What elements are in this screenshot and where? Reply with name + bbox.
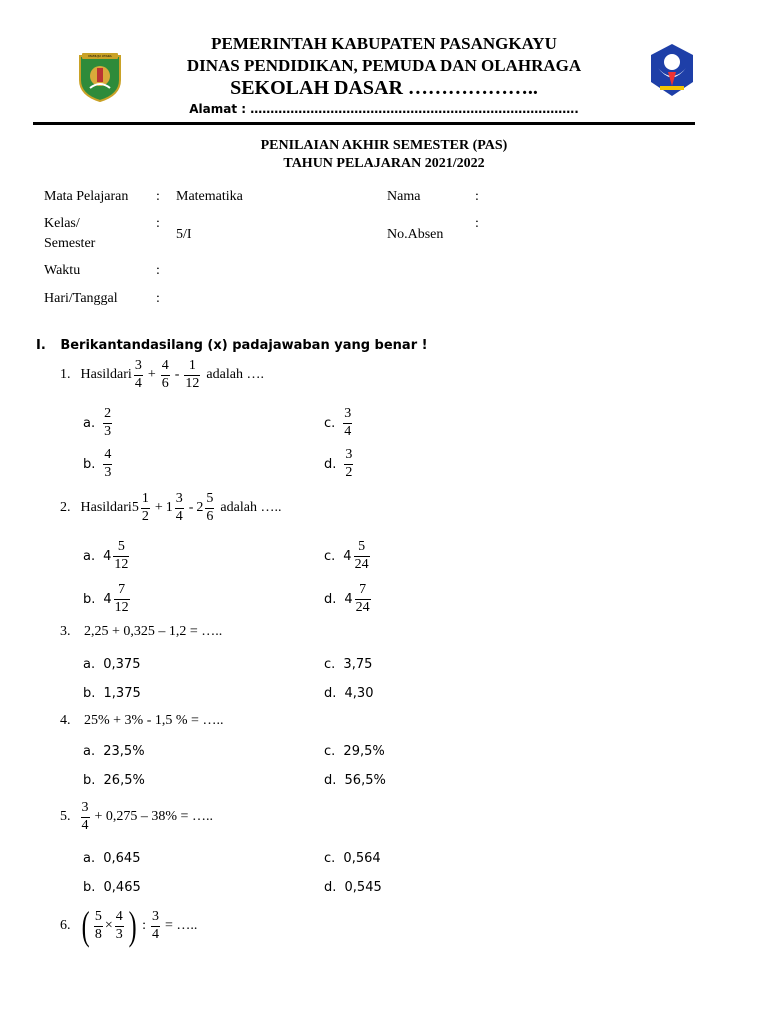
q3-a-value: 0,375 <box>103 657 141 672</box>
q1-op2: - <box>174 367 180 382</box>
q1-f1-num: 3 <box>134 358 142 374</box>
q6-op1: × <box>104 918 113 933</box>
q1-fraction-3 <box>184 358 200 391</box>
q6-post: = ….. <box>164 918 198 933</box>
q6-f3-num: 3 <box>151 909 159 925</box>
q1-f3-den: 12 <box>185 375 200 391</box>
q2-d-label: d. <box>324 591 337 607</box>
q1-d-den: 2 <box>345 464 353 480</box>
q1-option-b[interactable] <box>83 445 114 483</box>
q3-option-b[interactable] <box>83 686 141 701</box>
q1-c-num: 3 <box>344 406 352 422</box>
mapel-value: Matematika <box>176 189 243 204</box>
q2-c-den: 24 <box>354 556 369 572</box>
q1-b-label: b. <box>83 456 96 472</box>
q3-d-label: d. <box>324 686 337 701</box>
q2-fraction-1 <box>141 491 150 524</box>
q2-fraction-2 <box>175 491 184 524</box>
q2-b-num: 7 <box>118 582 126 598</box>
q6-number: 6. <box>60 918 71 933</box>
q6-f2-num: 4 <box>115 909 123 925</box>
q1-d-label: d. <box>324 456 337 472</box>
question-4 <box>60 713 223 729</box>
q2-a-den: 12 <box>114 556 129 572</box>
q2-pre: Hasildari <box>80 500 132 515</box>
q2-f2-den: 4 <box>175 508 183 524</box>
q1-pre: Hasildari <box>80 367 132 382</box>
q2-c-num: 5 <box>358 539 366 555</box>
exam-year: TAHUN PELAJARAN 2021/2022 <box>283 156 485 171</box>
q1-d-fraction <box>344 447 353 480</box>
q5-option-d[interactable] <box>324 880 382 895</box>
q5-b-label: b. <box>83 880 96 895</box>
question-5 <box>60 797 213 837</box>
q6-left-paren: ( <box>81 903 90 948</box>
q2-f3-den: 6 <box>206 508 214 524</box>
waktu-colon: : <box>156 263 160 278</box>
exam-title: PENILAIAN AKHIR SEMESTER (PAS) <box>260 138 508 153</box>
q5-text: + 0,275 – 38% = ….. <box>94 809 213 824</box>
q5-c-label: c. <box>324 851 336 866</box>
q3-number: 3. <box>60 624 71 639</box>
q4-d-value: 56,5% <box>344 773 386 788</box>
waktu-label: Waktu <box>44 263 81 278</box>
q5-c-value: 0,564 <box>343 851 381 866</box>
q2-c-fraction <box>354 539 370 572</box>
q6-f1-num: 5 <box>94 909 102 925</box>
q5-option-a[interactable] <box>83 851 140 866</box>
kelas-label-2: Semester <box>44 236 96 251</box>
q2-option-c[interactable] <box>324 536 372 576</box>
q6-fraction-1 <box>94 909 103 942</box>
q2-option-d[interactable] <box>324 579 373 619</box>
q2-op1: + <box>154 500 163 515</box>
q2-c-label: c. <box>324 548 336 564</box>
q3-text: 2,25 + 0,325 – 1,2 = ….. <box>84 624 223 639</box>
q5-option-c[interactable] <box>324 851 381 866</box>
question-2 <box>60 488 281 528</box>
q4-option-c[interactable] <box>324 744 385 759</box>
q5-num: 3 <box>81 800 89 816</box>
q1-a-den: 3 <box>104 423 112 439</box>
q1-fraction-1 <box>134 358 143 391</box>
q3-b-label: b. <box>83 686 96 701</box>
kelas-label-1: Kelas/ <box>44 216 80 231</box>
q6-right-paren: ) <box>128 903 137 948</box>
header-address: Alamat : ………………………………………………………………………. <box>189 102 579 116</box>
header-divider <box>33 122 695 125</box>
q2-f1-num: 1 <box>141 491 149 507</box>
q3-option-a[interactable] <box>83 657 140 672</box>
header-line-1: PEMERINTAH KABUPATEN PASANGKAYU <box>211 34 557 53</box>
q5-option-b[interactable] <box>83 880 141 895</box>
q2-option-b[interactable] <box>83 579 132 619</box>
q4-c-value: 29,5% <box>343 744 385 759</box>
q6-op2: : <box>142 918 146 933</box>
q1-f1-den: 4 <box>134 375 142 391</box>
q2-post: adalah ….. <box>220 500 282 515</box>
q3-c-label: c. <box>324 657 336 672</box>
q1-b-den: 3 <box>104 464 112 480</box>
q3-c-value: 3,75 <box>343 657 373 672</box>
q4-c-label: c. <box>324 744 336 759</box>
q4-option-a[interactable] <box>83 744 145 759</box>
regency-crest-text: MAMUJU UTARA <box>88 54 112 58</box>
mapel-label: Mata Pelajaran <box>44 189 129 204</box>
header-line-2: DINAS PENDIDIKAN, PEMUDA DAN OLAHRAGA <box>186 56 582 75</box>
q1-option-c[interactable] <box>324 404 354 442</box>
q1-f2-num: 4 <box>161 358 169 374</box>
q4-b-value: 26,5% <box>103 773 145 788</box>
q1-f2-den: 6 <box>161 375 169 391</box>
nama-label: Nama <box>387 189 421 204</box>
q3-b-value: 1,375 <box>103 686 141 701</box>
q2-b-fraction <box>114 582 130 615</box>
q1-d-num: 3 <box>345 447 353 463</box>
q1-post: adalah …. <box>206 367 264 382</box>
q2-b-whole: 4 <box>103 591 112 607</box>
q5-d-label: d. <box>324 880 337 895</box>
q1-a-num: 2 <box>104 406 112 422</box>
q2-a-whole: 4 <box>103 548 112 564</box>
q5-d-value: 0,545 <box>344 880 382 895</box>
question-6 <box>60 904 197 948</box>
q2-a-num: 5 <box>117 539 125 555</box>
q4-number: 4. <box>60 713 71 728</box>
q1-option-d[interactable] <box>324 445 355 483</box>
q5-a-value: 0,645 <box>103 851 141 866</box>
q1-a-fraction <box>103 406 112 439</box>
absen-colon: : <box>475 216 479 231</box>
q5-number: 5. <box>60 809 71 824</box>
q2-f2-num: 3 <box>175 491 183 507</box>
nama-colon: : <box>475 189 479 204</box>
q3-option-c[interactable] <box>324 657 372 672</box>
kelas-colon: : <box>156 216 160 231</box>
q2-number: 2. <box>60 500 71 515</box>
q1-op1: + <box>147 367 156 382</box>
q1-number: 1. <box>60 367 71 382</box>
q4-text: 25% + 3% - 1,5 % = ….. <box>84 713 224 728</box>
q4-b-label: b. <box>83 773 96 788</box>
q5-a-label: a. <box>83 851 96 866</box>
q1-b-fraction <box>103 447 112 480</box>
q1-fraction-2 <box>161 358 170 391</box>
q4-d-label: d. <box>324 773 337 788</box>
q6-f1-den: 8 <box>94 926 102 942</box>
hari-label: Hari/Tanggal <box>44 291 118 306</box>
header-line-3: SEKOLAH DASAR ……………….. <box>230 77 538 99</box>
q2-f3-num: 5 <box>206 491 214 507</box>
q2-a-fraction <box>113 539 129 572</box>
absen-label: No.Absen <box>387 227 444 242</box>
q3-d-value: 4,30 <box>344 686 374 701</box>
section-heading <box>36 338 428 353</box>
mapel-colon: : <box>156 189 160 204</box>
q2-fraction-3 <box>205 491 214 524</box>
q1-c-label: c. <box>324 415 336 431</box>
q2-b-label: b. <box>83 591 96 607</box>
q1-a-label: a. <box>83 415 96 431</box>
q4-a-value: 23,5% <box>103 744 145 759</box>
q6-fraction-2 <box>115 909 124 942</box>
question-1 <box>60 355 264 395</box>
question-3 <box>60 624 222 640</box>
q1-c-den: 4 <box>344 423 352 439</box>
q3-a-label: a. <box>83 657 96 672</box>
q2-d-den: 24 <box>355 599 370 615</box>
q3-option-d[interactable] <box>324 686 373 701</box>
q2-whole-1: 5 <box>131 500 139 515</box>
section-instruction: Berikantandasilang (x) padajawaban yang benar ! <box>60 338 428 353</box>
q5-fraction <box>81 800 90 833</box>
q2-a-label: a. <box>83 548 96 564</box>
q2-whole-3: 2 <box>196 500 204 515</box>
q2-whole-2: 1 <box>165 500 173 515</box>
q1-b-num: 4 <box>104 447 112 463</box>
hari-colon: : <box>156 291 160 306</box>
kelas-value: 5/I <box>176 227 192 242</box>
q1-f3-num: 1 <box>188 358 196 374</box>
q2-b-den: 12 <box>114 599 129 615</box>
q1-option-a[interactable] <box>83 404 114 442</box>
q2-op2: - <box>188 500 194 515</box>
q6-f3-den: 4 <box>151 926 159 942</box>
q4-a-label: a. <box>83 744 96 759</box>
q2-option-a[interactable] <box>83 536 131 576</box>
q2-f1-den: 2 <box>141 508 149 524</box>
q2-d-fraction <box>355 582 371 615</box>
q1-c-fraction <box>343 406 352 439</box>
q4-option-b[interactable] <box>83 773 145 788</box>
q6-f2-den: 3 <box>115 926 123 942</box>
section-roman: I. <box>36 338 46 353</box>
q6-fraction-3 <box>151 909 160 942</box>
q2-c-whole: 4 <box>343 548 352 564</box>
q5-b-value: 0,465 <box>103 880 141 895</box>
q2-d-whole: 4 <box>344 591 353 607</box>
q4-option-d[interactable] <box>324 773 386 788</box>
q5-den: 4 <box>81 817 89 833</box>
q2-d-num: 7 <box>359 582 367 598</box>
